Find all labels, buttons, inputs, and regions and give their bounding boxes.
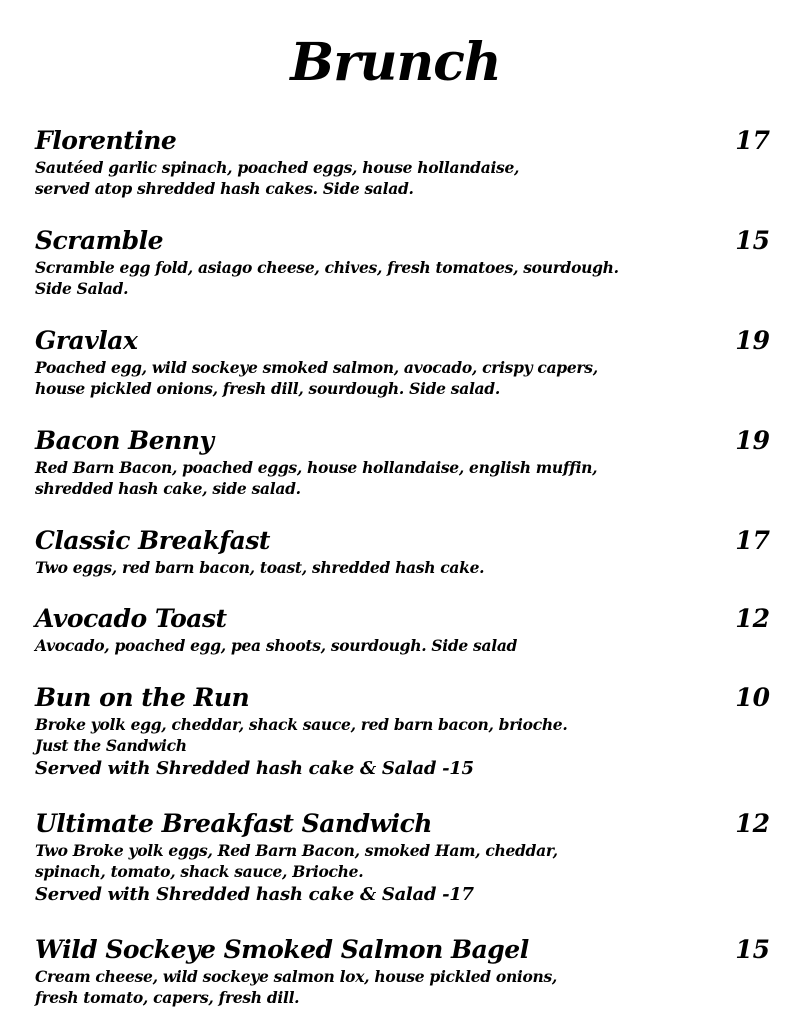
description-line: Scramble egg fold, asiago cheese, chives, fresh tomatoes, sourdough. <box>35 258 619 277</box>
description-line: Broke yolk egg, cheddar, shack sauce, red barn bacon, brioche. <box>35 715 568 734</box>
item-name: Classic Breakfast <box>35 526 270 555</box>
menu-item-salmon-bagel <box>35 934 770 1008</box>
item-name: Scramble <box>35 226 163 255</box>
item-description <box>35 257 675 299</box>
item-price: 15 <box>735 226 770 255</box>
item-description <box>35 357 675 399</box>
description-line: Cream cheese, wild sockeye salmon lox, house pickled onions, <box>35 967 558 986</box>
description-line: Side Salad. <box>35 279 129 298</box>
item-description <box>35 457 675 499</box>
description-line: served atop shredded hash cakes. Side salad. <box>35 179 414 198</box>
item-price: 12 <box>735 809 770 838</box>
item-name: Bacon Benny <box>35 426 214 455</box>
item-name: Gravlax <box>35 326 138 355</box>
item-upgrade-option: Served with Shredded hash cake & Salad -17 <box>35 884 474 905</box>
description-line: Sautéed garlic spinach, poached eggs, house hollandaise, <box>35 158 520 177</box>
item-price: 19 <box>735 426 770 455</box>
item-upgrade-option: Served with Shredded hash cake & Salad -15 <box>35 758 474 779</box>
item-description <box>35 557 675 578</box>
item-price: 15 <box>735 935 770 964</box>
item-name: Ultimate Breakfast Sandwich <box>35 809 432 838</box>
item-description <box>35 840 675 907</box>
item-price: 10 <box>735 683 770 712</box>
item-price: 12 <box>735 604 770 633</box>
menu-item-gravlax <box>35 325 770 399</box>
item-name: Bun on the Run <box>35 683 250 712</box>
item-name: Avocado Toast <box>35 604 227 633</box>
menu-item-classic-breakfast <box>35 525 770 578</box>
menu-item-bun-on-the-run <box>35 682 770 781</box>
menu-item-scramble <box>35 225 770 299</box>
item-description <box>35 635 675 656</box>
item-price: 17 <box>735 526 770 555</box>
description-line: house pickled onions, fresh dill, sourdough. Side salad. <box>35 379 500 398</box>
item-name: Florentine <box>35 126 177 155</box>
menu-item-bacon-benny <box>35 425 770 499</box>
description-line: spinach, tomato, shack sauce, Brioche. <box>35 862 364 881</box>
item-description <box>35 966 675 1008</box>
description-line: fresh tomato, capers, fresh dill. <box>35 988 300 1007</box>
menu-item-florentine <box>35 125 770 199</box>
item-description <box>35 157 675 199</box>
menu-item-avocado-toast <box>35 603 770 656</box>
description-line: Red Barn Bacon, poached eggs, house hollandaise, english muffin, <box>35 458 598 477</box>
item-description <box>35 714 675 781</box>
item-price: 17 <box>735 126 770 155</box>
description-line: Poached egg, wild sockeye smoked salmon, avocado, crispy capers, <box>35 358 598 377</box>
description-line: Two eggs, red barn bacon, toast, shredded hash cake. <box>35 558 485 577</box>
description-line: Just the Sandwich <box>35 736 187 755</box>
item-price: 19 <box>735 326 770 355</box>
description-line: shredded hash cake, side salad. <box>35 479 301 498</box>
menu-item-ultimate-breakfast-sandwich <box>35 808 770 907</box>
item-name: Wild Sockeye Smoked Salmon Bagel <box>35 935 529 964</box>
description-line: Avocado, poached egg, pea shoots, sourdough. Side salad <box>35 636 518 655</box>
description-line: Two Broke yolk eggs, Red Barn Bacon, smoked Ham, cheddar, <box>35 841 558 860</box>
page-title: Brunch <box>290 32 501 93</box>
